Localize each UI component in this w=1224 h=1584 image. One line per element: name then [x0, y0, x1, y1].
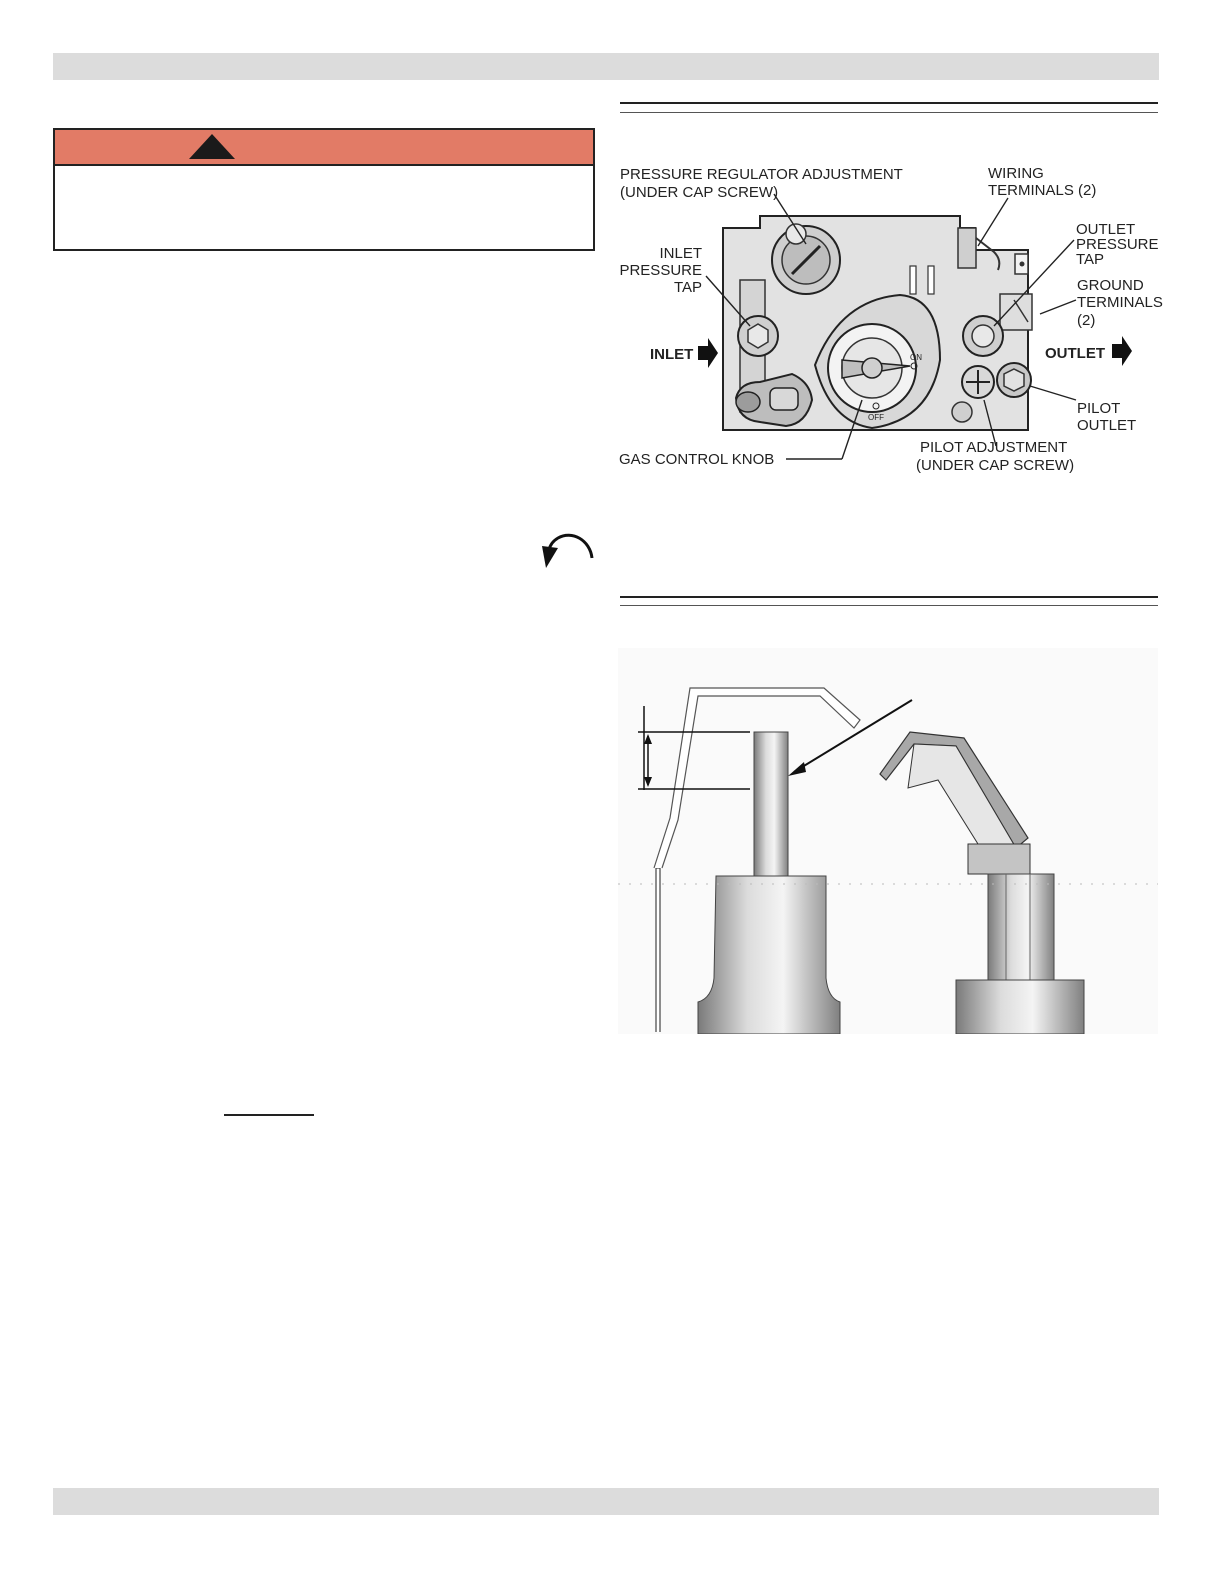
outlet-pressure-tap-label-line3: TAP	[1076, 251, 1105, 268]
gas-valve-figure	[610, 150, 1180, 480]
section-rule-thin	[620, 112, 1158, 113]
outlet-arrow-icon	[1112, 336, 1132, 366]
pilot-outlet-label-line2: OUTLET	[1077, 417, 1137, 434]
inlet-pressure-tap-label-line1: INLET	[659, 245, 702, 262]
ground-terminals-label-line1: GROUND	[1077, 277, 1144, 294]
section-rule-thin	[620, 605, 1158, 606]
knob-on-label: ON	[910, 353, 922, 362]
header-bar	[53, 53, 1159, 80]
inlet-arrow-icon	[698, 338, 718, 368]
pilot-adjustment-label-line2: (UNDER CAP SCREW)	[916, 457, 1075, 474]
section-rule	[620, 102, 1158, 104]
outlet-label: OUTLET	[1045, 345, 1105, 362]
pilot-adjustment-label-line1: PILOT ADJUSTMENT	[920, 439, 1068, 456]
pressure-regulator-label-line2: (UNDER CAP SCREW)	[620, 184, 779, 201]
outlet-pressure-tap-label-line2: PRESSURE	[1076, 236, 1159, 253]
warning-header	[55, 130, 593, 166]
counterclockwise-arrow-icon	[538, 528, 598, 572]
pressure-regulator-label-line1: PRESSURE REGULATOR ADJUSTMENT	[620, 166, 903, 183]
inlet-pressure-tap-label-line2: PRESSURE	[619, 262, 702, 279]
wiring-terminals-label-line1: WIRING	[988, 165, 1044, 182]
pilot-burner-figure	[618, 648, 1158, 1034]
inlet-label: INLET	[650, 346, 694, 363]
section-rule	[620, 596, 1158, 598]
footer-bar	[53, 1488, 1159, 1515]
underline-mark	[224, 1114, 314, 1116]
gas-control-knob-label: GAS CONTROL KNOB	[619, 451, 775, 468]
ground-terminals-label-line2: TERMINALS	[1077, 294, 1163, 311]
pilot-outlet-label-line1: PILOT	[1077, 400, 1121, 417]
inlet-pressure-tap-label-line3: TAP	[673, 279, 702, 296]
warning-box	[53, 128, 595, 251]
knob-off-label: OFF	[868, 413, 884, 422]
outlet-pressure-tap-label-line1: OUTLET	[1076, 221, 1136, 238]
warning-triangle-icon	[189, 134, 235, 159]
wiring-terminals-label-line2: TERMINALS (2)	[988, 182, 1097, 199]
ground-terminals-label-line3: (2)	[1077, 312, 1096, 329]
